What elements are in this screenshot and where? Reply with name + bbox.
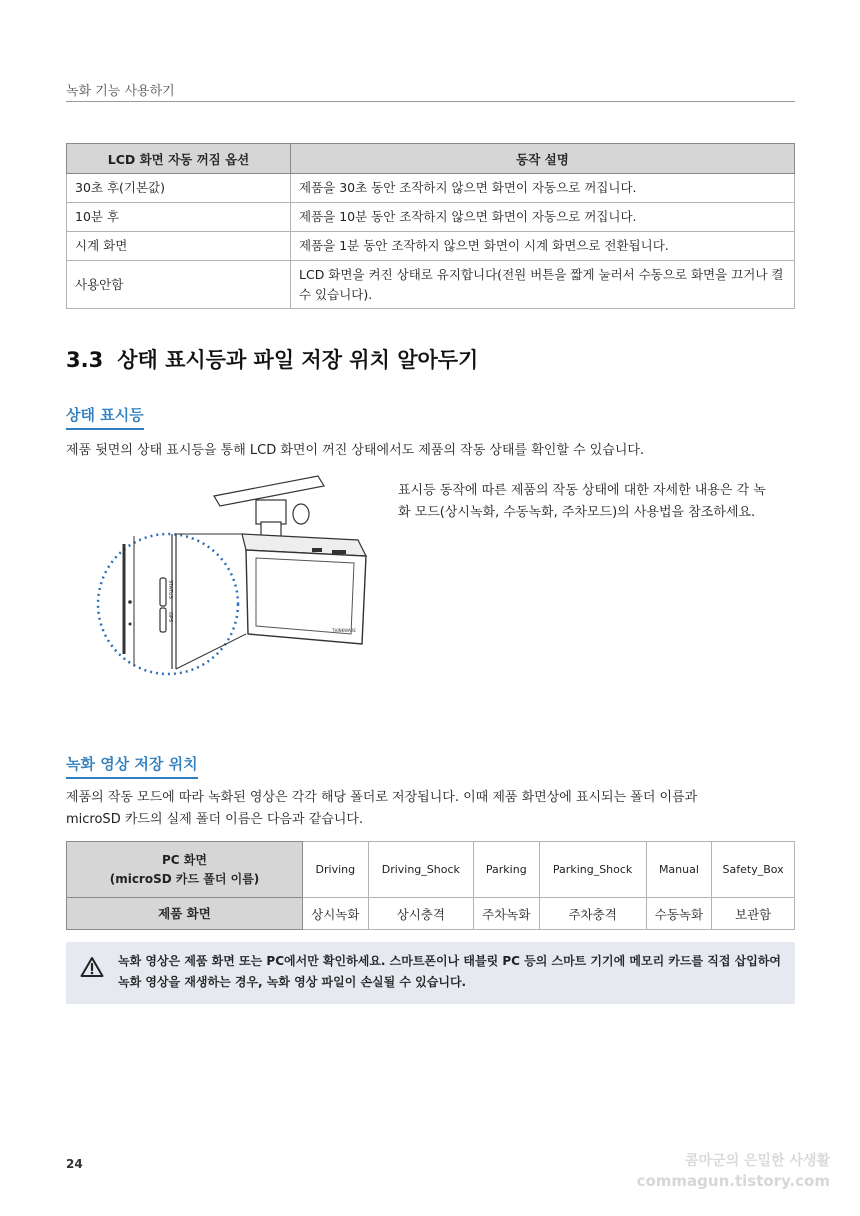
screen-name-cell: 보관함 — [712, 898, 795, 930]
folder-cell: Safety_Box — [712, 842, 795, 898]
warning-triangle-icon — [80, 956, 104, 978]
page-header-title: 녹화 기능 사용하기 — [66, 84, 175, 99]
warning-box — [66, 942, 795, 1004]
table-cell: 사용안함 — [67, 261, 291, 309]
table-row — [67, 174, 795, 203]
folder-cell: Parking_Shock — [539, 842, 646, 898]
table-cell: 제품을 10분 동안 조작하지 않으면 화면이 자동으로 꺼집니다. — [291, 203, 795, 232]
warning-text: 녹화 영상은 제품 화면 또는 PC에서만 확인하세요. 스마트폰이나 태블릿 PC 등의 스마트 기기에 메모리 카드를 직접 삽입하여 녹화 영상을 재생하는 경우, 녹화 영상 파일이 손실될 수 있습니다. — [118, 954, 782, 989]
page-number: 24 — [66, 1157, 83, 1171]
table-row — [67, 842, 795, 898]
header-divider — [66, 101, 795, 102]
row-header-line: PC 화면 — [162, 852, 207, 867]
status-led-note: 표시등 동작에 따른 제품의 작동 상태에 대한 자세한 내용은 각 녹화 모드(상시녹화, 수동녹화, 주차모드)의 사용법을 참조하세요. — [398, 483, 766, 520]
gps-led-label: GPS — [167, 612, 173, 623]
watermark-line: 콤마군의 은밀한 사생활 — [685, 1153, 830, 1169]
table-cell: 제품을 1분 동안 조작하지 않으면 화면이 시계 화면으로 전환됩니다. — [291, 232, 795, 261]
row-header-device: 제품 화면 — [67, 898, 303, 930]
section-title — [66, 344, 478, 374]
screen-name-cell: 주차충격 — [539, 898, 646, 930]
status-led-label: STATUS — [167, 580, 173, 599]
screen-name-cell: 수동녹화 — [646, 898, 712, 930]
folder-cell: Manual — [646, 842, 712, 898]
folder-cell: Driving — [303, 842, 369, 898]
table-cell: 제품을 30초 동안 조작하지 않으면 화면이 자동으로 꺼집니다. — [291, 174, 795, 203]
row-header-pc — [67, 842, 303, 898]
storage-description — [66, 787, 697, 831]
watermark-line: commagun.tistory.com — [636, 1172, 830, 1190]
folder-cell: Driving_Shock — [368, 842, 473, 898]
storage-description-line: microSD 카드의 실제 폴더 이름은 다음과 같습니다. — [66, 812, 364, 827]
storage-description-line: 제품의 작동 모드에 따라 녹화된 영상은 각각 해당 폴더로 저장됩니다. 이때 제품 화면상에 표시되는 폴더 이름과 — [66, 790, 698, 805]
dashcam-status-led-illustration — [96, 474, 396, 684]
screen-name-cell: 주차녹화 — [474, 898, 540, 930]
table-row — [67, 261, 795, 309]
storage-location-heading: 녹화 영상 저장 위치 — [66, 753, 198, 779]
row-header-line: (microSD 카드 폴더 이름) — [109, 871, 260, 886]
svg-text:THINKWARE: THINKWARE — [332, 628, 356, 633]
table-cell: 30초 후(기본값) — [67, 174, 291, 203]
table-cell: LCD 화면을 켜진 상태로 유지합니다(전원 버튼을 짧게 눌러서 수동으로 화면을 끄거나 켤 수 있습니다). — [291, 261, 795, 309]
table-row — [67, 898, 795, 930]
table-header-cell: LCD 화면 자동 꺼짐 옵션 — [67, 144, 291, 174]
table-cell: 10분 후 — [67, 203, 291, 232]
table-row — [67, 232, 795, 261]
table-header-cell: 동작 설명 — [291, 144, 795, 174]
folder-name-table — [66, 841, 795, 930]
table-row — [67, 203, 795, 232]
status-led-heading: 상태 표시등 — [66, 404, 144, 430]
status-led-description: 제품 뒷면의 상태 표시등을 통해 LCD 화면이 꺼진 상태에서도 제품의 작동 상태를 확인할 수 있습니다. — [66, 443, 645, 458]
folder-cell: Parking — [474, 842, 540, 898]
screen-name-cell: 상시충격 — [368, 898, 473, 930]
section-title-text: 상태 표시등과 파일 저장 위치 알아두기 — [117, 348, 479, 372]
lcd-auto-off-table — [66, 143, 795, 309]
screen-name-cell: 상시녹화 — [303, 898, 369, 930]
section-number: 3.3 — [66, 348, 104, 372]
watermark — [637, 1150, 830, 1190]
table-cell: 시계 화면 — [67, 232, 291, 261]
table-header-row — [67, 144, 795, 174]
